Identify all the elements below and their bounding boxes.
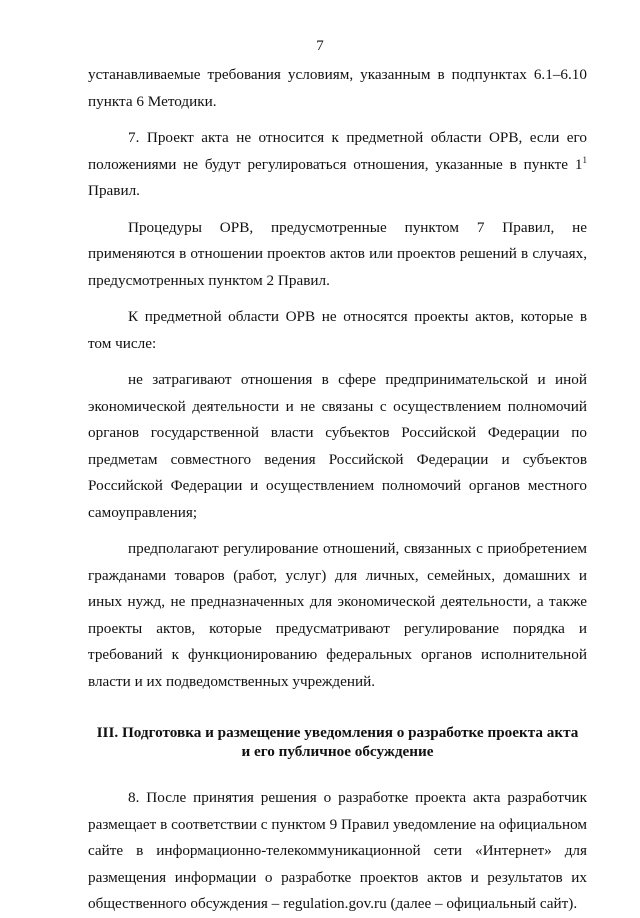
paragraph-item-7-tail: Правил. — [88, 182, 140, 199]
paragraph-item-7 — [88, 125, 587, 205]
page-number: 7 — [316, 38, 324, 54]
superscript: 1 — [582, 154, 587, 165]
document-body — [88, 62, 587, 918]
paragraph-scope-item-2: предполагают регулирование отношений, связанных с приобретением гражданами товаров (работ, услуг) для личных, семейных, домашних и иных нужд, не предназначенных для экономической деятельности, а также проекты актов, которые предусматривают регулирование порядка и требований к функционированию федеральных органов исполнительной власти и их подведомственных учреждений. — [88, 540, 587, 690]
paragraph-continuation: устанавливаемые требования условиям, указанным в подпунктах 6.1–6.10 пункта 6 Методики. — [88, 66, 587, 110]
paragraph-scope: К предметной области ОРВ не относятся проекты актов, которые в том числе: — [88, 308, 587, 352]
section-heading-line-1: III. Подготовка и размещение уведомления о разработке проекта акта — [96, 724, 579, 741]
paragraph-item-7-text: 7. Проект акта не относится к предметной области ОРВ, если его положениями не будут регулироваться отношения, указанные в пункте 1 — [88, 129, 587, 173]
paragraph-procedures: Процедуры ОРВ, предусмотренные пунктом 7 Правил, не применяются в отношении проектов актов или проектов решений в случаях, предусмотренных пунктом 2 Правил. — [88, 218, 587, 289]
section-heading-line-2: и его публичное обсуждение — [241, 743, 434, 760]
paragraph-item-8: 8. После принятия решения о разработке проекта акта разработчик размещает в соответствии с пунктом 9 Правил уведомление на официальном сайте в информационно-телекоммуникационной сети «Интернет» для размещения информации о разработке проектов актов и результатов их общественного обсуждения – regulation.gov.ru (далее – официальный сайт). — [88, 789, 587, 912]
section-heading — [88, 723, 587, 761]
paragraph-scope-item-1: не затрагивают отношения в сфере предпринимательской и иной экономической деятельности и не связаны с осуществлением полномочий органов государственной власти субъектов Российской Федерации по предметам совместного ведения Российской Федерации и субъектов Российской Федерации и осуществлением полномочий органов местного самоуправления; — [88, 371, 587, 521]
